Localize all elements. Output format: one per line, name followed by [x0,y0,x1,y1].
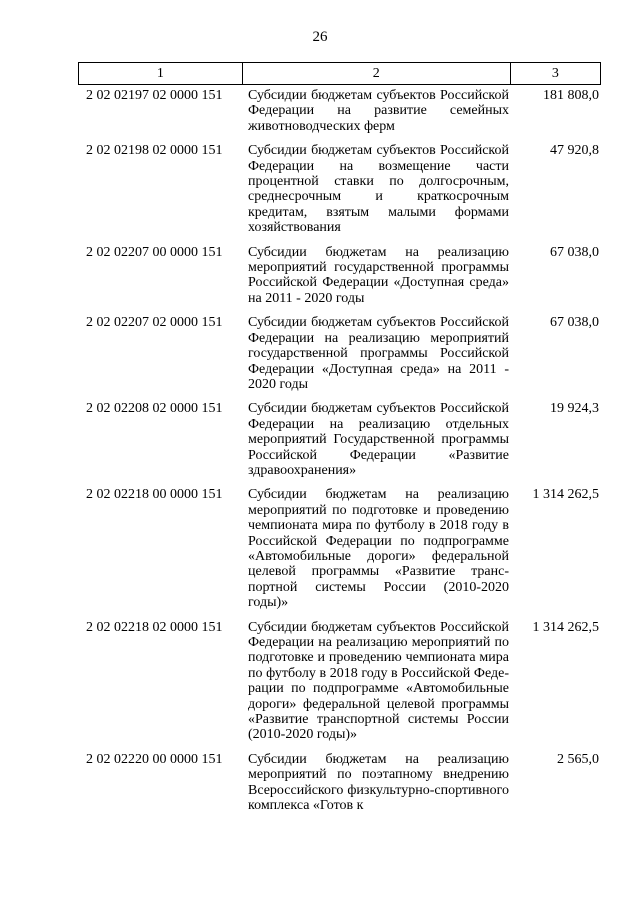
column-header-2: 2 [243,63,511,84]
row-amount: 19 924,3 [550,401,599,417]
budget-table [78,62,601,819]
row-description: Субсидии бюджетам на реализацию мероприятий по поэтапному внедрению Всероссийского физкультурно-спортивного комплекса «Готов к [248,751,509,814]
budget-code: 2 02 02197 02 0000 151 [86,88,223,103]
budget-code: 2 02 02207 02 0000 151 [86,315,223,331]
row-amount: 67 038,0 [550,244,599,260]
budget-code: 2 02 02198 02 0000 151 [86,143,223,159]
budget-code: 2 02 02208 02 0000 151 [86,401,223,417]
table-row [78,312,601,398]
budget-code: 2 02 02220 00 0000 151 [86,751,223,767]
page-number: 26 [312,29,328,45]
row-description: Субсидии бюджетам субъектов Российской Федерации на реализацию мероприятий по подготовке и проведению чемпионата мира по футболу в 2018 году в Российской Федерации по подпрограмме «Автомобильные дороги» федеральной целевой программы «Развитие транспортной системы России (2010-2020 годы)» [248,619,509,743]
budget-code: 2 02 02218 00 0000 151 [86,487,223,503]
budget-code: 2 02 02207 00 0000 151 [86,244,223,260]
row-description: Субсидии бюджетам субъектов Российской Федерации на реализацию мероприятий государственной программы Российской Федерации «Доступная среда» на 2011 - 2020 годы [248,315,509,392]
row-description: Субсидии бюджетам на реализацию мероприятий по подготовке и проведению чемпионата мира по футболу в 2018 году в Российской Федерации по подпрограмме «Автомобильные дороги» федеральной целевой программы «Развитие транспортной системы России (2010-2020 годы)» [248,487,509,611]
row-amount: 181 808,0 [543,88,599,103]
table-row [78,140,601,241]
table-row [78,242,601,313]
row-amount: 47 920,8 [550,143,599,159]
table-row [78,85,601,140]
row-amount: 1 314 262,5 [532,619,599,635]
row-amount: 2 565,0 [557,751,599,767]
row-description: Субсидии бюджетам субъектов Российской Федерации на возмещение части процентной ставки по долгосрочным, среднесрочным и краткосрочным кредитам, взятым малыми формами хозяйствования [248,143,509,236]
column-header-3: 3 [551,65,559,81]
row-description: Субсидии бюджетам субъектов Российской Федерации на развитие семейных животноводческих ферм [248,88,509,134]
table-header [78,62,601,85]
row-amount: 1 314 262,5 [532,487,599,503]
column-header-1: 1 [79,63,243,84]
table-row [78,484,601,616]
row-description: Субсидии бюджетам субъектов Российской Федерации на реализацию отдельных мероприятий Государственной программы Российской Федерации «Развитие здравоохранения» [248,401,509,478]
row-description: Субсидии бюджетам на реализацию мероприятий государственной программы Российской Федерации «Доступная среда» на 2011 - 2020 годы [248,244,509,306]
table-row [78,617,601,749]
table-row [78,749,601,820]
budget-code: 2 02 02218 02 0000 151 [86,619,223,635]
row-amount: 67 038,0 [550,315,599,331]
table-row [78,398,601,484]
